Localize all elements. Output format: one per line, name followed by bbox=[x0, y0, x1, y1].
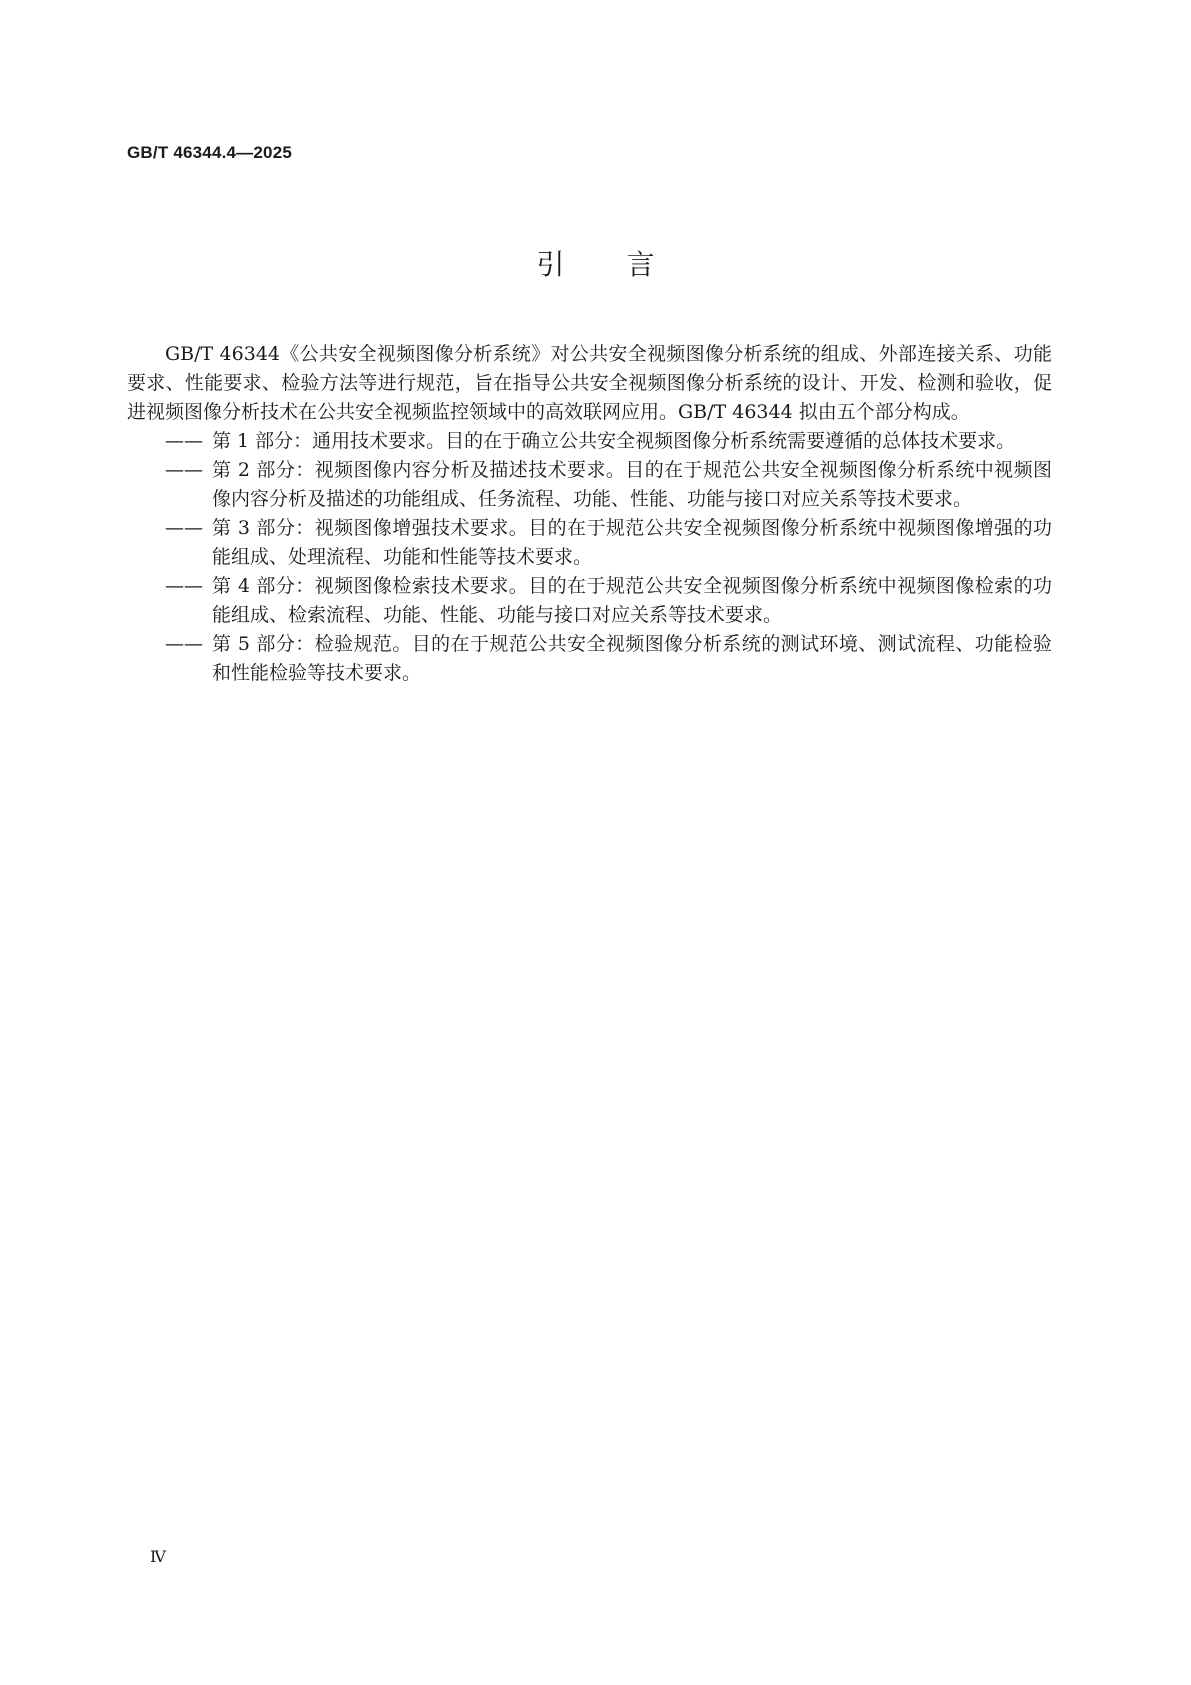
document-code: GB/T 46344.4—2025 bbox=[127, 143, 292, 162]
list-dash: —— bbox=[165, 430, 203, 452]
part-text: 第 5 部分：检验规范。目的在于规范公共安全视频图像分析系统的测试环境、测试流程、功能检验和性能检验等技术要求。 bbox=[212, 633, 1052, 684]
intro-paragraph: GB/T 46344《公共安全视频图像分析系统》对公共安全视频图像分析系统的组成、外部连接关系、功能要求、性能要求、检验方法等进行规范，旨在指导公共安全视频图像分析系统的设计、开发、检测和验收，促进视频图像分析技术在公共安全视频监控领域中的高效联网应用。GB/T 46344 拟由五个部分构成。 bbox=[127, 343, 1052, 423]
list-item bbox=[127, 427, 1052, 456]
list-dash: —— bbox=[165, 575, 203, 597]
list-item bbox=[127, 572, 1052, 630]
part-text: 第 2 部分：视频图像内容分析及描述技术要求。目的在于规范公共安全视频图像分析系统中视频图像内容分析及描述的功能组成、任务流程、功能、性能、功能与接口对应关系等技术要求。 bbox=[212, 459, 1052, 510]
part-text: 第 3 部分：视频图像增强技术要求。目的在于规范公共安全视频图像分析系统中视频图像增强的功能组成、处理流程、功能和性能等技术要求。 bbox=[212, 517, 1052, 568]
list-dash: —— bbox=[165, 633, 203, 655]
list-item bbox=[127, 456, 1052, 514]
parts-list bbox=[127, 427, 1052, 688]
list-dash: —— bbox=[165, 459, 203, 481]
part-text: 第 4 部分：视频图像检索技术要求。目的在于规范公共安全视频图像分析系统中视频图像检索的功能组成、检索流程、功能、性能、功能与接口对应关系等技术要求。 bbox=[212, 575, 1052, 626]
page-title: 引言 bbox=[536, 248, 717, 281]
list-item bbox=[127, 514, 1052, 572]
list-item bbox=[127, 630, 1052, 688]
list-dash: —— bbox=[165, 517, 203, 539]
introduction-body bbox=[127, 340, 1052, 688]
page-number: Ⅳ bbox=[150, 1547, 166, 1566]
part-text: 第 1 部分：通用技术要求。目的在于确立公共安全视频图像分析系统需要遵循的总体技术要求。 bbox=[212, 430, 1016, 452]
